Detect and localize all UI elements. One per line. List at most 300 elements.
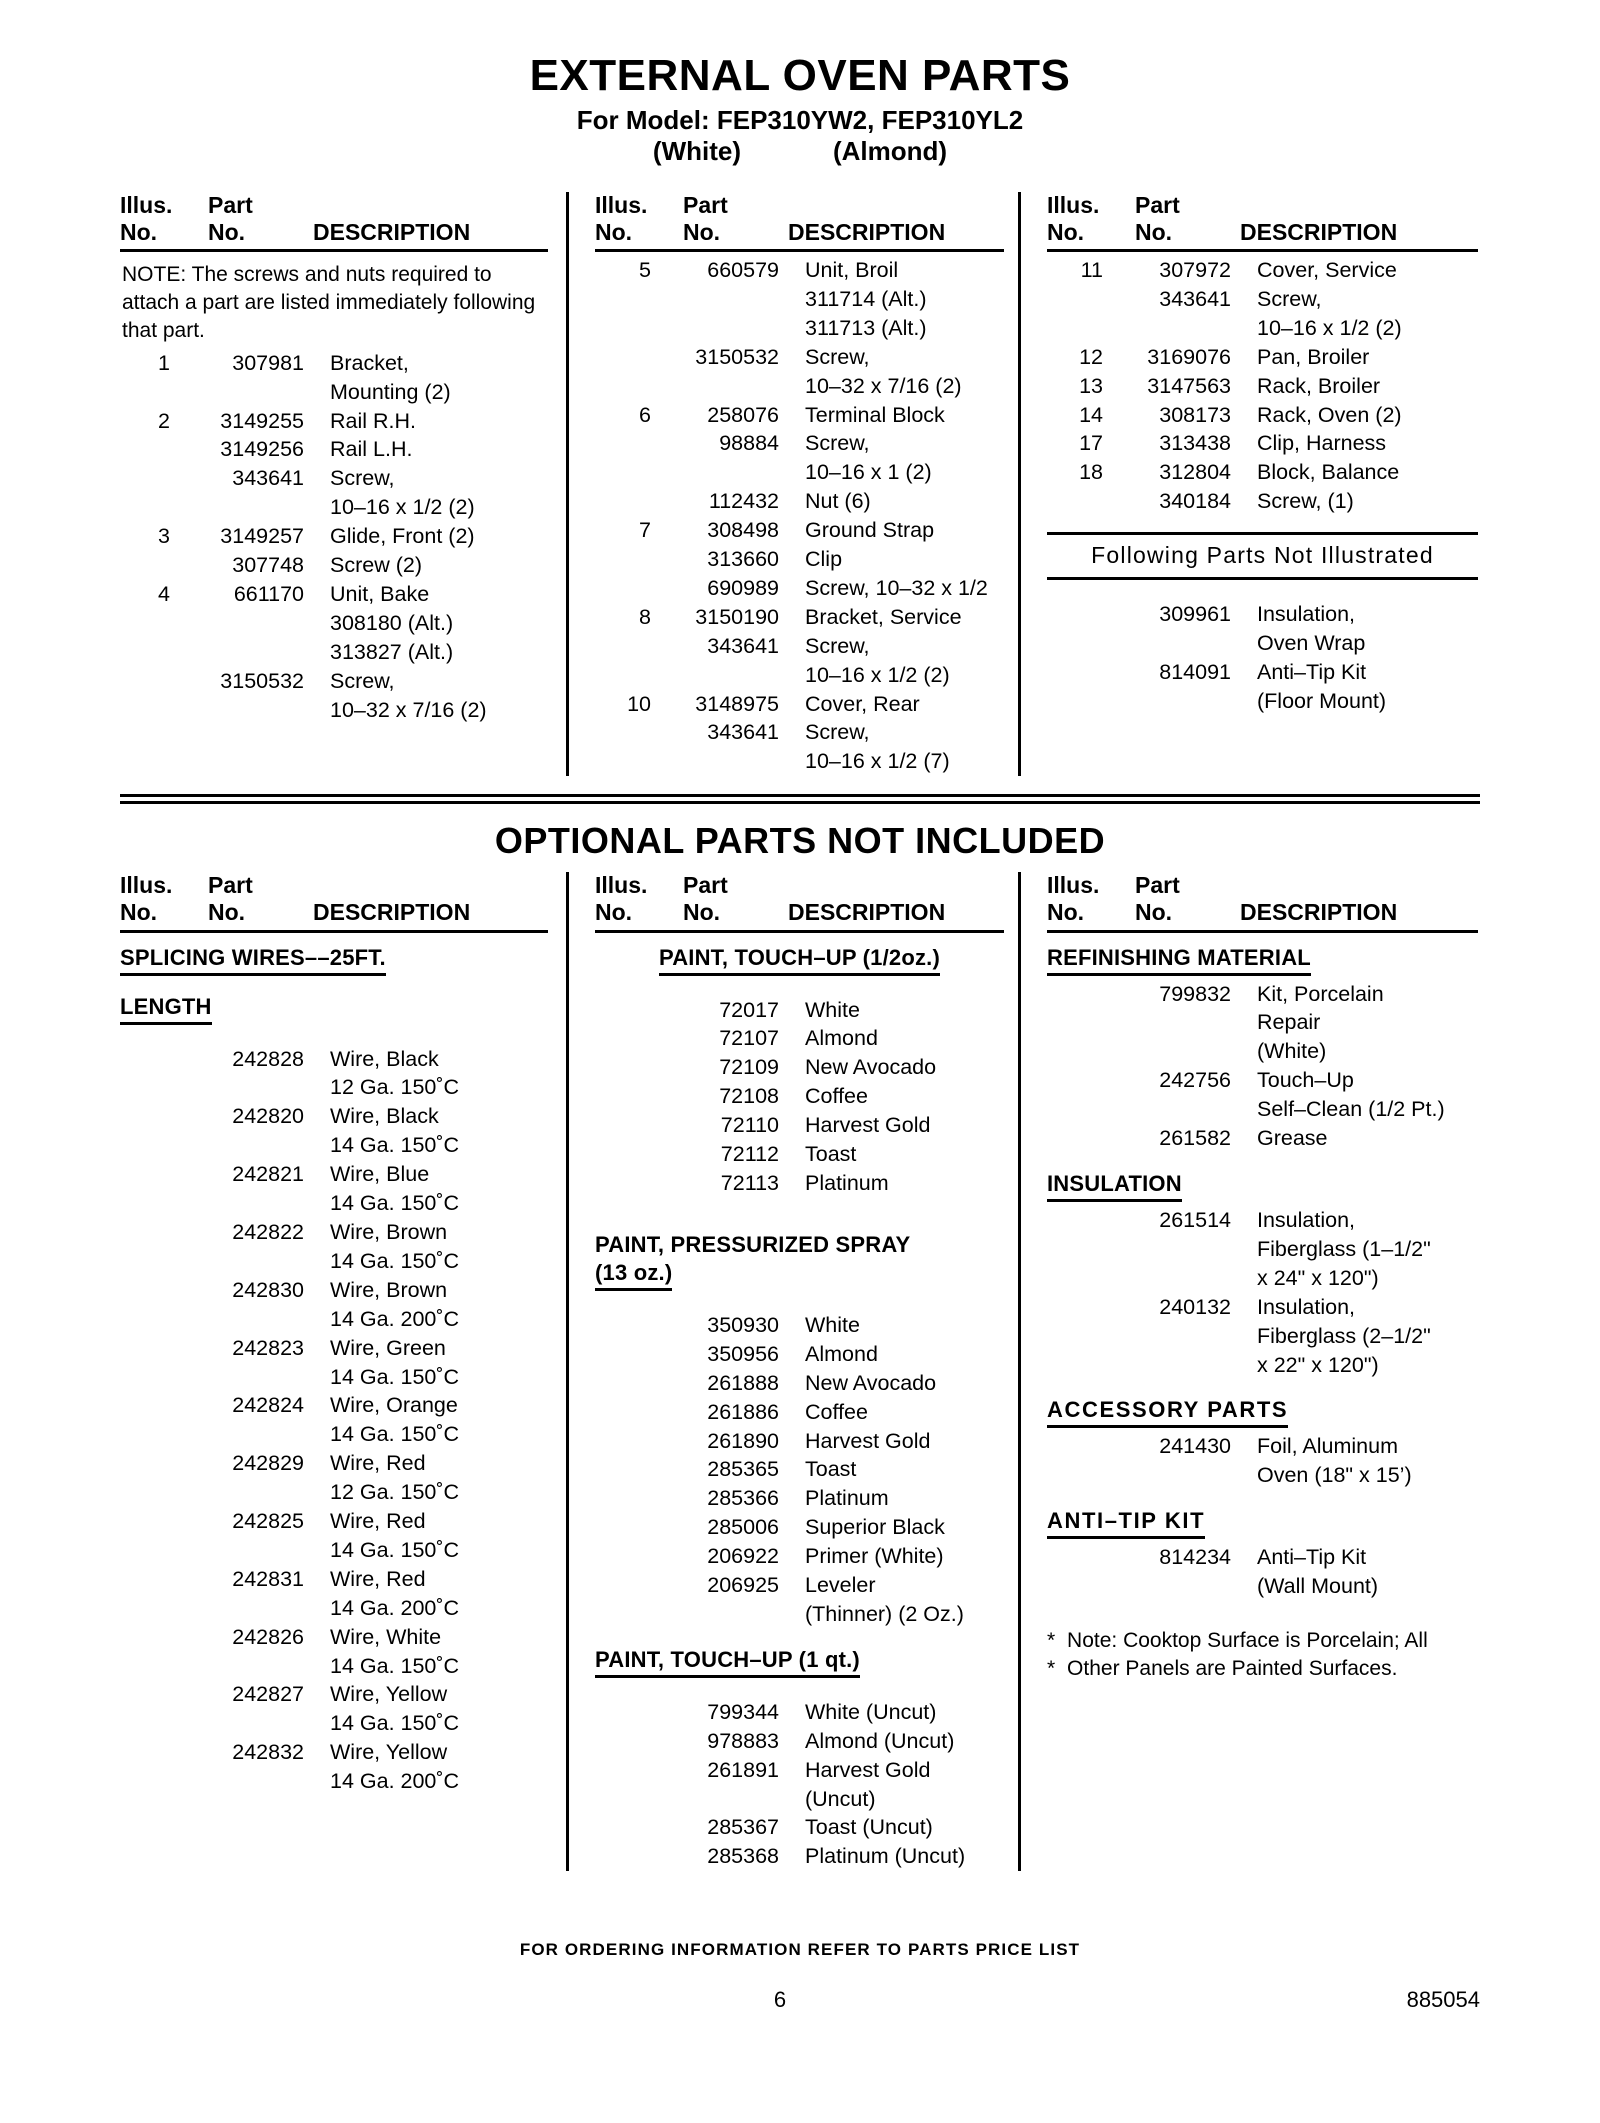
table-row [595,603,1004,632]
cell-part-no [667,1785,795,1814]
cell-description: Primer (White) [805,1544,944,1569]
cell-part-no: 98884 [719,431,779,456]
cell-illus-no [595,661,667,690]
main-parts-band [120,192,1480,777]
cell-description: 14 Ga. 200˚C [330,1306,460,1331]
cell-description: Harvest Gold [805,1113,931,1138]
cell-description: Nut (6) [805,489,871,514]
header-part: Part [683,872,728,899]
anti-tip-kit-heading: ANTI–TIP KIT [1047,1508,1205,1539]
cell-description: 12 Ga. 150˚C [330,1075,460,1100]
table-row [595,1542,1004,1571]
cell-part-no [186,1189,320,1218]
cell-illus-no [120,667,186,696]
cell-illus-no [120,1334,186,1363]
cell-illus-no [120,493,186,522]
cell-description: Platinum (Uncut) [805,1844,966,1869]
cell-illus-no [120,1449,186,1478]
table-row [120,1218,548,1247]
cell-part-no [1119,1351,1247,1380]
cell-part-no: 350956 [707,1341,779,1366]
cell-illus-no: 12 [1079,344,1103,369]
cell-part-no: 261888 [707,1370,779,1395]
cell-illus-no [1047,1322,1119,1351]
table-row [595,1756,1004,1785]
cell-illus-no [595,1727,667,1756]
cell-part-no [1119,1008,1247,1037]
cell-part-no: 3149256 [220,437,304,462]
cell-illus-no [120,1507,186,1536]
header-illus: Illus. [595,191,648,218]
paint-touchup-qt-rows [595,1698,1004,1871]
cell-description: Bracket, [330,350,409,375]
cell-description: Wire, White [330,1624,442,1649]
anti-tip-kit-rows [1047,1543,1478,1601]
not-illustrated-heading: Following Parts Not Illustrated [1047,532,1478,580]
cell-part-no [1119,1322,1247,1351]
cell-part-no [186,493,320,522]
table-row [120,580,548,609]
cell-description: 14 Ga. 200˚C [330,1595,460,1620]
cell-description: New Avocado [805,1370,937,1395]
table-row [120,1738,548,1767]
cell-description: Screw, [330,466,395,491]
cell-part-no: 978883 [707,1728,779,1753]
table-row [1047,429,1478,458]
cell-illus-no [120,1623,186,1652]
cell-description: Almond [805,1026,878,1051]
cell-part-no: 242829 [232,1451,304,1476]
cell-part-no [186,1363,320,1392]
cell-part-no [1119,1572,1247,1601]
cell-illus-no [595,1698,667,1727]
table-row [595,1785,1004,1814]
cell-illus-no [595,996,667,1025]
cell-part-no: 343641 [1159,286,1231,311]
cell-illus-no [595,487,667,516]
cell-illus-no [120,1391,186,1420]
cell-part-no: 308498 [707,518,779,543]
cell-part-no: 242820 [232,1104,304,1129]
cell-illus-no: 7 [639,518,651,543]
cell-illus-no [595,545,667,574]
cell-illus-no: 4 [158,582,170,606]
cell-part-no: 242832 [232,1740,304,1765]
footnote-text: Note: Cooktop Surface is Porcelain; All Other Panels are Painted Surfaces. [1067,1629,1428,1680]
main-col2-rows [595,256,1004,776]
cell-illus-no: 10 [627,691,651,716]
cell-part-no: 3169076 [1147,344,1231,369]
cell-description: Rail R.H. [330,408,417,433]
cell-description: 14 Ga. 150˚C [330,1364,460,1389]
cell-description: Grease [1257,1126,1328,1151]
cell-part-no: 3150532 [695,344,779,369]
length-heading: LENGTH [120,994,212,1025]
cell-description: 311714 (Alt.) [805,286,927,311]
table-row [120,1652,548,1681]
cell-illus-no [595,1571,667,1600]
section-divider [120,794,1480,804]
cell-illus-no [1047,687,1119,716]
cell-part-no: 285368 [707,1844,779,1869]
cell-description: Unit, Bake [330,582,430,606]
cell-description: 14 Ga. 150˚C [330,1191,460,1216]
cell-illus-no [120,551,186,580]
table-row [120,464,548,493]
table-row [120,1247,548,1276]
cell-part-no [186,1305,320,1334]
table-row [120,378,548,407]
cell-description: Wire, Brown [330,1219,448,1244]
cell-description: Wire, Blue [330,1162,430,1187]
cell-part-no [667,372,795,401]
cell-description: Rail L.H. [330,437,413,462]
header-part-no: No. [1135,899,1173,926]
table-row [1047,1293,1478,1322]
table-row [1047,600,1478,629]
cell-illus-no [1047,1037,1119,1066]
cell-illus-no [595,1082,667,1111]
refinishing-material-rows [1047,980,1478,1153]
cell-illus-no [595,1513,667,1542]
cell-part-no: 313438 [1159,431,1231,456]
cell-illus-no [1047,1432,1119,1461]
table-row [1047,343,1478,372]
cell-illus-no [595,747,667,776]
cell-part-no [1119,687,1247,716]
table-row [1047,1461,1478,1490]
table-row [120,696,548,725]
cell-illus-no [595,1600,667,1629]
cell-description: 313827 (Alt.) [330,639,454,664]
cell-part-no [1119,1235,1247,1264]
cell-description: (Thinner) (2 Oz.) [805,1601,964,1626]
cell-description: Block, Balance [1257,460,1400,485]
table-row [120,1478,548,1507]
header-part-no: No. [683,899,721,926]
table-row [1047,1206,1478,1235]
cell-illus-no [120,378,186,407]
cell-part-no: 285365 [707,1457,779,1482]
row-spacer [595,1291,1004,1307]
table-row [595,1140,1004,1169]
cell-description: Wire, Black [330,1046,439,1071]
cell-part-no: 258076 [707,402,779,427]
cell-illus-no [120,696,186,725]
cell-illus-no [120,1767,186,1796]
cell-part-no: 307981 [232,350,304,375]
cell-description: Insulation, [1257,1294,1356,1319]
main-col3-rows [1047,256,1478,516]
table-row [120,349,548,378]
cell-part-no [186,1594,320,1623]
row-spacer [595,1198,1004,1214]
row-spacer [595,976,1004,992]
cell-description: Wire, Green [330,1335,446,1360]
cell-description: Coffee [805,1399,868,1424]
cell-part-no [186,1536,320,1565]
cell-part-no: 285366 [707,1486,779,1511]
table-row [595,661,1004,690]
cell-description: Glide, Front (2) [330,524,475,549]
cell-part-no: 3149255 [220,408,304,433]
paint-touchup-half-oz-rows [595,996,1004,1198]
cell-part-no [186,1652,320,1681]
cell-description: Insulation, [1257,1207,1356,1232]
cell-illus-no [595,1785,667,1814]
table-row [595,1513,1004,1542]
cell-description: x 22" x 120") [1257,1352,1379,1377]
cell-illus-no [595,1369,667,1398]
cell-part-no [667,747,795,776]
cell-illus-no [120,1247,186,1276]
cell-description: White [805,997,860,1022]
table-row [120,1363,548,1392]
main-col1-rows [120,349,548,725]
optional-parts-band [120,872,1480,1871]
table-row [120,435,548,464]
parts-catalog-page [0,52,1600,2123]
accessory-parts-rows [1047,1432,1478,1490]
cell-description: Harvest Gold [805,1757,931,1782]
header-part: Part [208,872,253,899]
cell-illus-no: 11 [1080,257,1103,282]
main-col3-not-illustrated-rows [1047,600,1478,716]
cell-part-no: 112432 [708,489,779,514]
cell-description: 10–32 x 7/16 (2) [805,373,962,398]
cell-description: 10–16 x 1/2 (2) [1257,315,1402,340]
table-row [1047,372,1478,401]
cell-illus-no: 6 [639,402,651,427]
cell-illus-no [120,435,186,464]
cell-description: Anti–Tip Kit [1257,1545,1367,1570]
cell-part-no: 72113 [720,1170,779,1195]
table-row [595,1111,1004,1140]
table-row [595,401,1004,430]
cell-part-no [667,1600,795,1629]
table-row [1047,658,1478,687]
cell-illus-no [120,1102,186,1131]
table-row [1047,980,1478,1009]
table-row [120,1565,548,1594]
cell-illus-no: 13 [1079,373,1103,398]
cell-illus-no [120,1218,186,1247]
cell-description: Rack, Oven (2) [1257,402,1402,427]
table-row [120,1131,548,1160]
cell-description: New Avocado [805,1055,937,1080]
accessory-parts-heading: ACCESSORY PARTS [1047,1397,1288,1428]
cell-part-no: 242831 [232,1566,304,1591]
table-row [595,1024,1004,1053]
table-row [1047,1095,1478,1124]
cell-illus-no [595,1024,667,1053]
table-row [1047,687,1478,716]
cell-illus-no [120,1131,186,1160]
table-row [595,1484,1004,1513]
header-illus-no: No. [595,899,633,926]
cell-part-no [1119,1037,1247,1066]
table-row [1047,1543,1478,1572]
cell-illus-no: 5 [639,257,651,282]
cell-description: Wire, Orange [330,1393,458,1418]
table-row [1047,314,1478,343]
cell-part-no: 690989 [707,575,779,600]
column-header-1 [120,192,548,246]
cell-illus-no [1047,1543,1119,1572]
table-row [595,1842,1004,1871]
cell-description: Toast [805,1457,857,1482]
cell-illus-no [1047,1572,1119,1601]
table-row [120,1709,548,1738]
cell-description: Wire, Red [330,1566,426,1591]
cell-description: (Wall Mount) [1257,1574,1379,1599]
cell-description: Toast [805,1142,857,1167]
cell-illus-no [1047,285,1119,314]
cell-description: Platinum [805,1170,889,1195]
refinishing-material-heading: REFINISHING MATERIAL [1047,945,1311,976]
cell-description: x 24" x 120") [1257,1265,1379,1290]
cell-part-no [1119,1264,1247,1293]
cell-part-no: 261582 [1159,1126,1231,1151]
table-row [595,314,1004,343]
cell-illus-no [120,1709,186,1738]
main-column-2 [566,192,1018,777]
header-illus-no: No. [120,899,158,926]
cell-part-no: 242824 [232,1393,304,1418]
cell-description: Screw, 10–32 x 1/2 [805,575,988,600]
cell-illus-no [120,638,186,667]
cell-part-no: 206925 [707,1573,779,1598]
table-row [595,996,1004,1025]
row-spacer [1047,580,1478,596]
cell-description: Fiberglass (1–1/2" [1257,1236,1431,1261]
table-row [120,667,548,696]
column-header-2 [595,192,1004,246]
table-row [595,574,1004,603]
table-row [120,1276,548,1305]
cell-illus-no [595,1756,667,1785]
ordering-information-note: FOR ORDERING INFORMATION REFER TO PARTS PRICE LIST [519,1940,1081,1959]
table-row [1047,1322,1478,1351]
header-part-no: No. [683,218,721,245]
cell-illus-no: 3 [158,524,170,549]
cell-part-no: 242825 [232,1509,304,1534]
cell-part-no: 799832 [1159,981,1231,1006]
main-column-1 [120,192,566,777]
cell-illus-no [595,1484,667,1513]
column-header-opt-3 [1047,872,1478,926]
cell-illus-no [1047,1351,1119,1380]
cell-illus-no [1047,1124,1119,1153]
cell-description: Insulation, [1257,602,1356,627]
cell-illus-no: 14 [1079,402,1103,427]
cell-illus-no [595,632,667,661]
cell-illus-no [1047,629,1119,658]
optional-column-3 [1018,872,1478,1871]
cell-illus-no [595,372,667,401]
cell-description: Oven (18" x 15’) [1257,1463,1412,1488]
table-row [120,1073,548,1102]
table-row [595,1813,1004,1842]
cell-description: Wire, Yellow [330,1740,448,1765]
cell-illus-no [1047,658,1119,687]
header-illus: Illus. [120,191,173,218]
table-row [120,1420,548,1449]
cell-part-no: 242823 [232,1335,304,1360]
page-title: EXTERNAL OVEN PARTS [529,51,1071,100]
table-row [1047,256,1478,285]
paint-spray-heading-line2: (13 oz.) [595,1260,672,1291]
cell-description: Fiberglass (2–1/2" [1257,1323,1431,1348]
table-row [120,1189,548,1218]
cell-part-no [186,638,320,667]
table-row [595,1311,1004,1340]
cell-part-no [186,1767,320,1796]
cell-description: White [805,1312,860,1337]
cell-part-no: 661170 [233,582,304,606]
cell-part-no: 261886 [707,1399,779,1424]
cell-illus-no [120,1536,186,1565]
table-row [595,372,1004,401]
cell-description: Clip, Harness [1257,431,1387,456]
cell-description: Leveler [805,1573,876,1598]
header-part-no: No. [208,899,246,926]
table-row [595,1169,1004,1198]
cell-illus-no [595,1542,667,1571]
paint-spray-rows [595,1311,1004,1629]
cell-part-no: 285367 [707,1815,779,1840]
table-row [595,1369,1004,1398]
splicing-wires-rows [120,1045,548,1797]
paint-spray-heading-line1: PAINT, PRESSURIZED SPRAY [595,1231,911,1257]
cell-description: 10–16 x 1/2 (2) [330,495,475,520]
cell-description: Wire, Red [330,1509,426,1534]
cell-description: Mounting (2) [330,379,451,404]
cell-description: Screw, [805,633,870,658]
cell-description: 10–16 x 1/2 (2) [805,662,950,687]
cell-description: Wire, Black [330,1104,439,1129]
cell-part-no [186,1709,320,1738]
cell-description: Screw, [330,668,395,693]
cooktop-surface-footnote [1047,1627,1478,1682]
cell-illus-no [1047,980,1119,1009]
table-row [120,1045,548,1074]
table-row [595,545,1004,574]
color-almond-label: (Almond) [833,135,948,166]
table-row [120,1767,548,1796]
header-part: Part [1135,191,1180,218]
cell-part-no: 72109 [719,1055,779,1080]
cell-part-no [186,609,320,638]
cell-illus-no [120,1680,186,1709]
cell-part-no: 309961 [1159,602,1231,627]
cell-description: (Uncut) [805,1786,876,1811]
insulation-rows [1047,1206,1478,1379]
cell-part-no: 72108 [719,1084,779,1109]
optional-column-2 [566,872,1018,1871]
table-row [120,1507,548,1536]
header-illus: Illus. [1047,872,1100,899]
cell-part-no: 3147563 [1147,373,1231,398]
table-row [595,1455,1004,1484]
cell-description: Platinum [805,1486,889,1511]
cell-part-no: 72107 [719,1026,779,1051]
cell-description: Cover, Service [1257,257,1397,282]
cell-part-no [186,696,320,725]
header-description: DESCRIPTION [1240,218,1398,245]
model-line: For Model: FEP310YW2, FEP310YL2 [576,104,1024,135]
cell-illus-no [595,574,667,603]
